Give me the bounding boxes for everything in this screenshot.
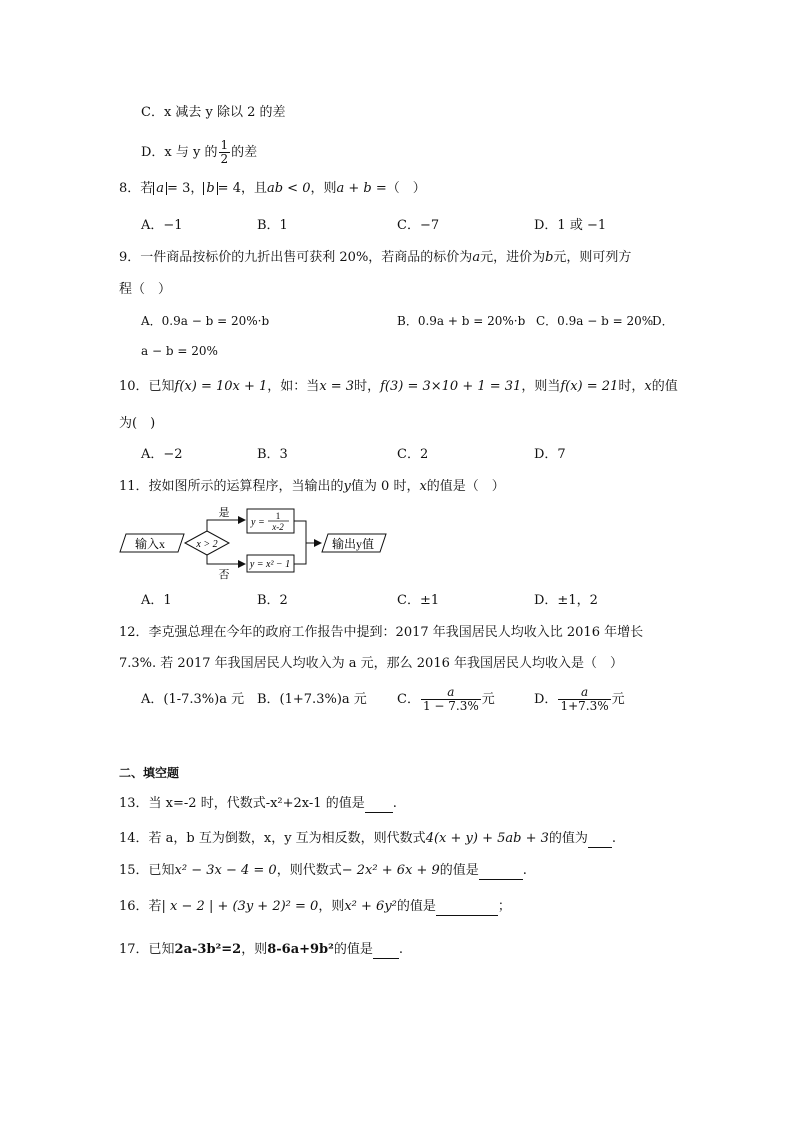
q10-x3: x = 3 bbox=[319, 379, 355, 394]
var-y: y bbox=[343, 479, 351, 494]
q11-prefix: 11．按如图所示的运算程序，当输出的 bbox=[119, 479, 344, 494]
q8-stem bbox=[119, 180, 426, 198]
q10-stem-line2: 为( ) bbox=[119, 416, 156, 431]
q16-mid: ，则 bbox=[318, 899, 345, 914]
q10-stem-line1 bbox=[119, 378, 678, 396]
q9-option-d-label: D． bbox=[652, 314, 674, 328]
q14-expression: 4(x + y) + 5ab + 3 bbox=[425, 831, 549, 846]
q17-tail: 的值是 bbox=[333, 942, 373, 957]
flow-box-yes-denominator: x-2 bbox=[272, 522, 284, 532]
q11-option-c: C．±1 bbox=[397, 593, 440, 608]
q12-option-a: A．(1-7.3%)a 元 bbox=[141, 692, 245, 707]
q10-tail: 的值 bbox=[651, 379, 678, 394]
q8-option-a: A．−1 bbox=[141, 218, 183, 233]
q15-mid: ，则代数式 bbox=[276, 863, 342, 878]
flow-yes-label: 是 bbox=[218, 507, 230, 519]
flow-box-yes-numerator: 1 bbox=[275, 511, 281, 521]
q9-option-c: C．0.9a − b = 20% bbox=[536, 314, 654, 328]
q7-option-d-fraction bbox=[219, 139, 231, 166]
q13-end: . bbox=[392, 796, 397, 811]
q16 bbox=[119, 898, 511, 916]
q10-mid2: 时， bbox=[354, 379, 381, 394]
q9-option-a: A．0.9a − b = 20%·b bbox=[141, 314, 270, 328]
q8-mid: ，则 bbox=[310, 181, 337, 196]
q8-expression: a + b = bbox=[336, 181, 387, 196]
answer-blank bbox=[479, 879, 523, 880]
q7-option-c: C．x 减去 y 除以 2 的差 bbox=[141, 105, 286, 120]
q13-text: 13．当 x=-2 时，代数式-x²+2x-1 的值是 bbox=[119, 796, 365, 811]
q15-condition: x² − 3x − 4 = 0 bbox=[174, 863, 277, 878]
q9-text: 9．一件商品按标价的九折出售可获利 20%，若商品的标价为 bbox=[119, 250, 473, 265]
q10-f21: f(x) = 21 bbox=[560, 379, 619, 394]
q10-option-b: B．3 bbox=[257, 447, 288, 462]
flow-box-no-label: y = x² − 1 bbox=[249, 559, 291, 570]
q9-option-b: B．0.9a + b = 20%·b bbox=[397, 314, 526, 328]
q16-end: ； bbox=[497, 899, 511, 914]
answer-blank bbox=[373, 958, 399, 959]
flow-condition-label: x > 2 bbox=[196, 539, 218, 550]
fraction-denominator: 2 bbox=[220, 152, 229, 166]
q10-option-d: D．7 bbox=[534, 447, 566, 462]
flow-box-yes bbox=[247, 509, 294, 533]
q10-mid3: ，则当 bbox=[521, 379, 561, 394]
q11-option-b: B．2 bbox=[257, 593, 288, 608]
q12-stem-line1: 12．李克强总理在今年的政府工作报告中提到：2017 年我国居民人均收入比 2016 年增长 bbox=[119, 625, 644, 640]
flow-box-yes-prefix: y = bbox=[251, 517, 265, 528]
q10-prefix: 10．已知 bbox=[119, 379, 175, 394]
abs-b: b bbox=[203, 182, 217, 195]
q8-option-d: D．1 或 −1 bbox=[534, 218, 607, 233]
fraction-denominator: 1+7.3% bbox=[560, 699, 609, 713]
q12-option-b: B．(1+7.3%)a 元 bbox=[257, 692, 367, 707]
q15-end: . bbox=[522, 863, 527, 878]
q16-expression: x² + 6y² bbox=[344, 899, 397, 914]
q10-mid4: 时， bbox=[618, 379, 645, 394]
answer-blank bbox=[436, 915, 498, 916]
q9-text-mid1: 元，进价为 bbox=[480, 250, 546, 265]
q12-option-d-unit: 元 bbox=[611, 692, 625, 707]
flow-condition-diamond bbox=[185, 531, 229, 555]
q11-mid: 值为 0 时， bbox=[350, 479, 420, 494]
q8-eq2: = 4，且 bbox=[217, 181, 267, 196]
q15-tail: 的值是 bbox=[439, 863, 479, 878]
q10-mid1: ，如：当 bbox=[267, 379, 320, 394]
var-a: a bbox=[472, 250, 481, 265]
answer-paren: （ ） bbox=[386, 181, 426, 196]
q14-tail: 的值为 bbox=[548, 831, 588, 846]
q11-option-a: A．1 bbox=[141, 593, 172, 608]
var-x: x bbox=[419, 479, 427, 494]
var-x: x bbox=[644, 379, 652, 394]
q8-condition: ab < 0 bbox=[266, 181, 311, 196]
fraction-numerator: a bbox=[421, 686, 481, 700]
q12-option-d-label: D． bbox=[534, 692, 558, 707]
q17 bbox=[119, 941, 403, 959]
q13 bbox=[119, 795, 397, 813]
q9-text-mid2: 元，则可列方 bbox=[553, 250, 632, 265]
q14-text: 14．若 a，b 互为倒数，x，y 互为相反数，则代数式 bbox=[119, 831, 426, 846]
q12-option-c bbox=[397, 682, 495, 718]
answer-blank bbox=[365, 812, 393, 813]
section-title: 二、填空题 bbox=[119, 766, 180, 780]
q17-prefix: 17．已知 bbox=[119, 942, 175, 957]
q16-condition: | x − 2 | + (3y + 2)² = 0 bbox=[161, 899, 319, 914]
fraction-numerator: 1 bbox=[220, 138, 229, 152]
q17-expression: 8-6a+9b² bbox=[267, 942, 334, 957]
flow-input-box bbox=[120, 534, 184, 552]
q17-end: . bbox=[398, 942, 403, 957]
q16-prefix: 16．若 bbox=[119, 899, 162, 914]
q15-expression: − 2x² + 6x + 9 bbox=[341, 863, 440, 878]
q15 bbox=[119, 862, 527, 880]
q14-end: . bbox=[611, 831, 617, 846]
flow-no-label: 否 bbox=[218, 569, 230, 581]
q8-option-c: C．−7 bbox=[397, 218, 440, 233]
q9-stem-line2: 程（ ） bbox=[119, 282, 172, 297]
q8-eq1: = 3， bbox=[167, 181, 204, 196]
q10-option-a: A．−2 bbox=[141, 447, 183, 462]
var-b: b bbox=[545, 250, 554, 265]
q7-option-d-suffix: 的差 bbox=[231, 145, 258, 160]
q12-option-d bbox=[534, 682, 625, 718]
q12-option-c-unit: 元 bbox=[481, 692, 495, 707]
answer-blank bbox=[588, 847, 612, 848]
fraction-numerator: a bbox=[558, 686, 610, 700]
q11-stem bbox=[119, 478, 505, 496]
flow-box-no bbox=[247, 555, 294, 572]
q15-prefix: 15．已知 bbox=[119, 863, 175, 878]
q12-stem-line2: 7.3%. 若 2017 年我国居民人均收入为 a 元，那么 2016 年我国居民人均收入是（ ） bbox=[119, 656, 624, 671]
q9-option-d: a − b = 20% bbox=[141, 344, 218, 358]
q11-tail: 的值是（ ） bbox=[426, 479, 505, 494]
q8-option-b: B．1 bbox=[257, 218, 288, 233]
flow-input-label: 输入x bbox=[134, 537, 166, 551]
flow-output-box bbox=[322, 534, 386, 552]
q11-option-d: D．±1，2 bbox=[534, 593, 598, 608]
q10-option-c: C．2 bbox=[397, 447, 429, 462]
q14 bbox=[119, 830, 616, 848]
q17-condition: 2a-3b²=2 bbox=[174, 942, 242, 957]
q8-prefix: 8．若 bbox=[119, 181, 154, 196]
q16-tail: 的值是 bbox=[396, 899, 436, 914]
q12-option-c-label: C． bbox=[397, 692, 420, 707]
fraction-denominator: 1 − 7.3% bbox=[422, 699, 479, 713]
q9-stem-line1 bbox=[119, 249, 631, 267]
q10-calc: f(3) = 3×10 + 1 = 31 bbox=[380, 379, 522, 394]
q10-function: f(x) = 10x + 1 bbox=[174, 379, 268, 394]
q7-option-d bbox=[141, 139, 257, 166]
q12-option-d-fraction bbox=[558, 686, 610, 713]
q7-option-d-prefix: D．x 与 y 的 bbox=[141, 145, 218, 160]
q12-option-c-fraction bbox=[421, 686, 481, 713]
flow-output-label: 输出y值 bbox=[331, 537, 375, 551]
q17-mid: ，则 bbox=[241, 942, 268, 957]
abs-a: a bbox=[153, 182, 167, 195]
